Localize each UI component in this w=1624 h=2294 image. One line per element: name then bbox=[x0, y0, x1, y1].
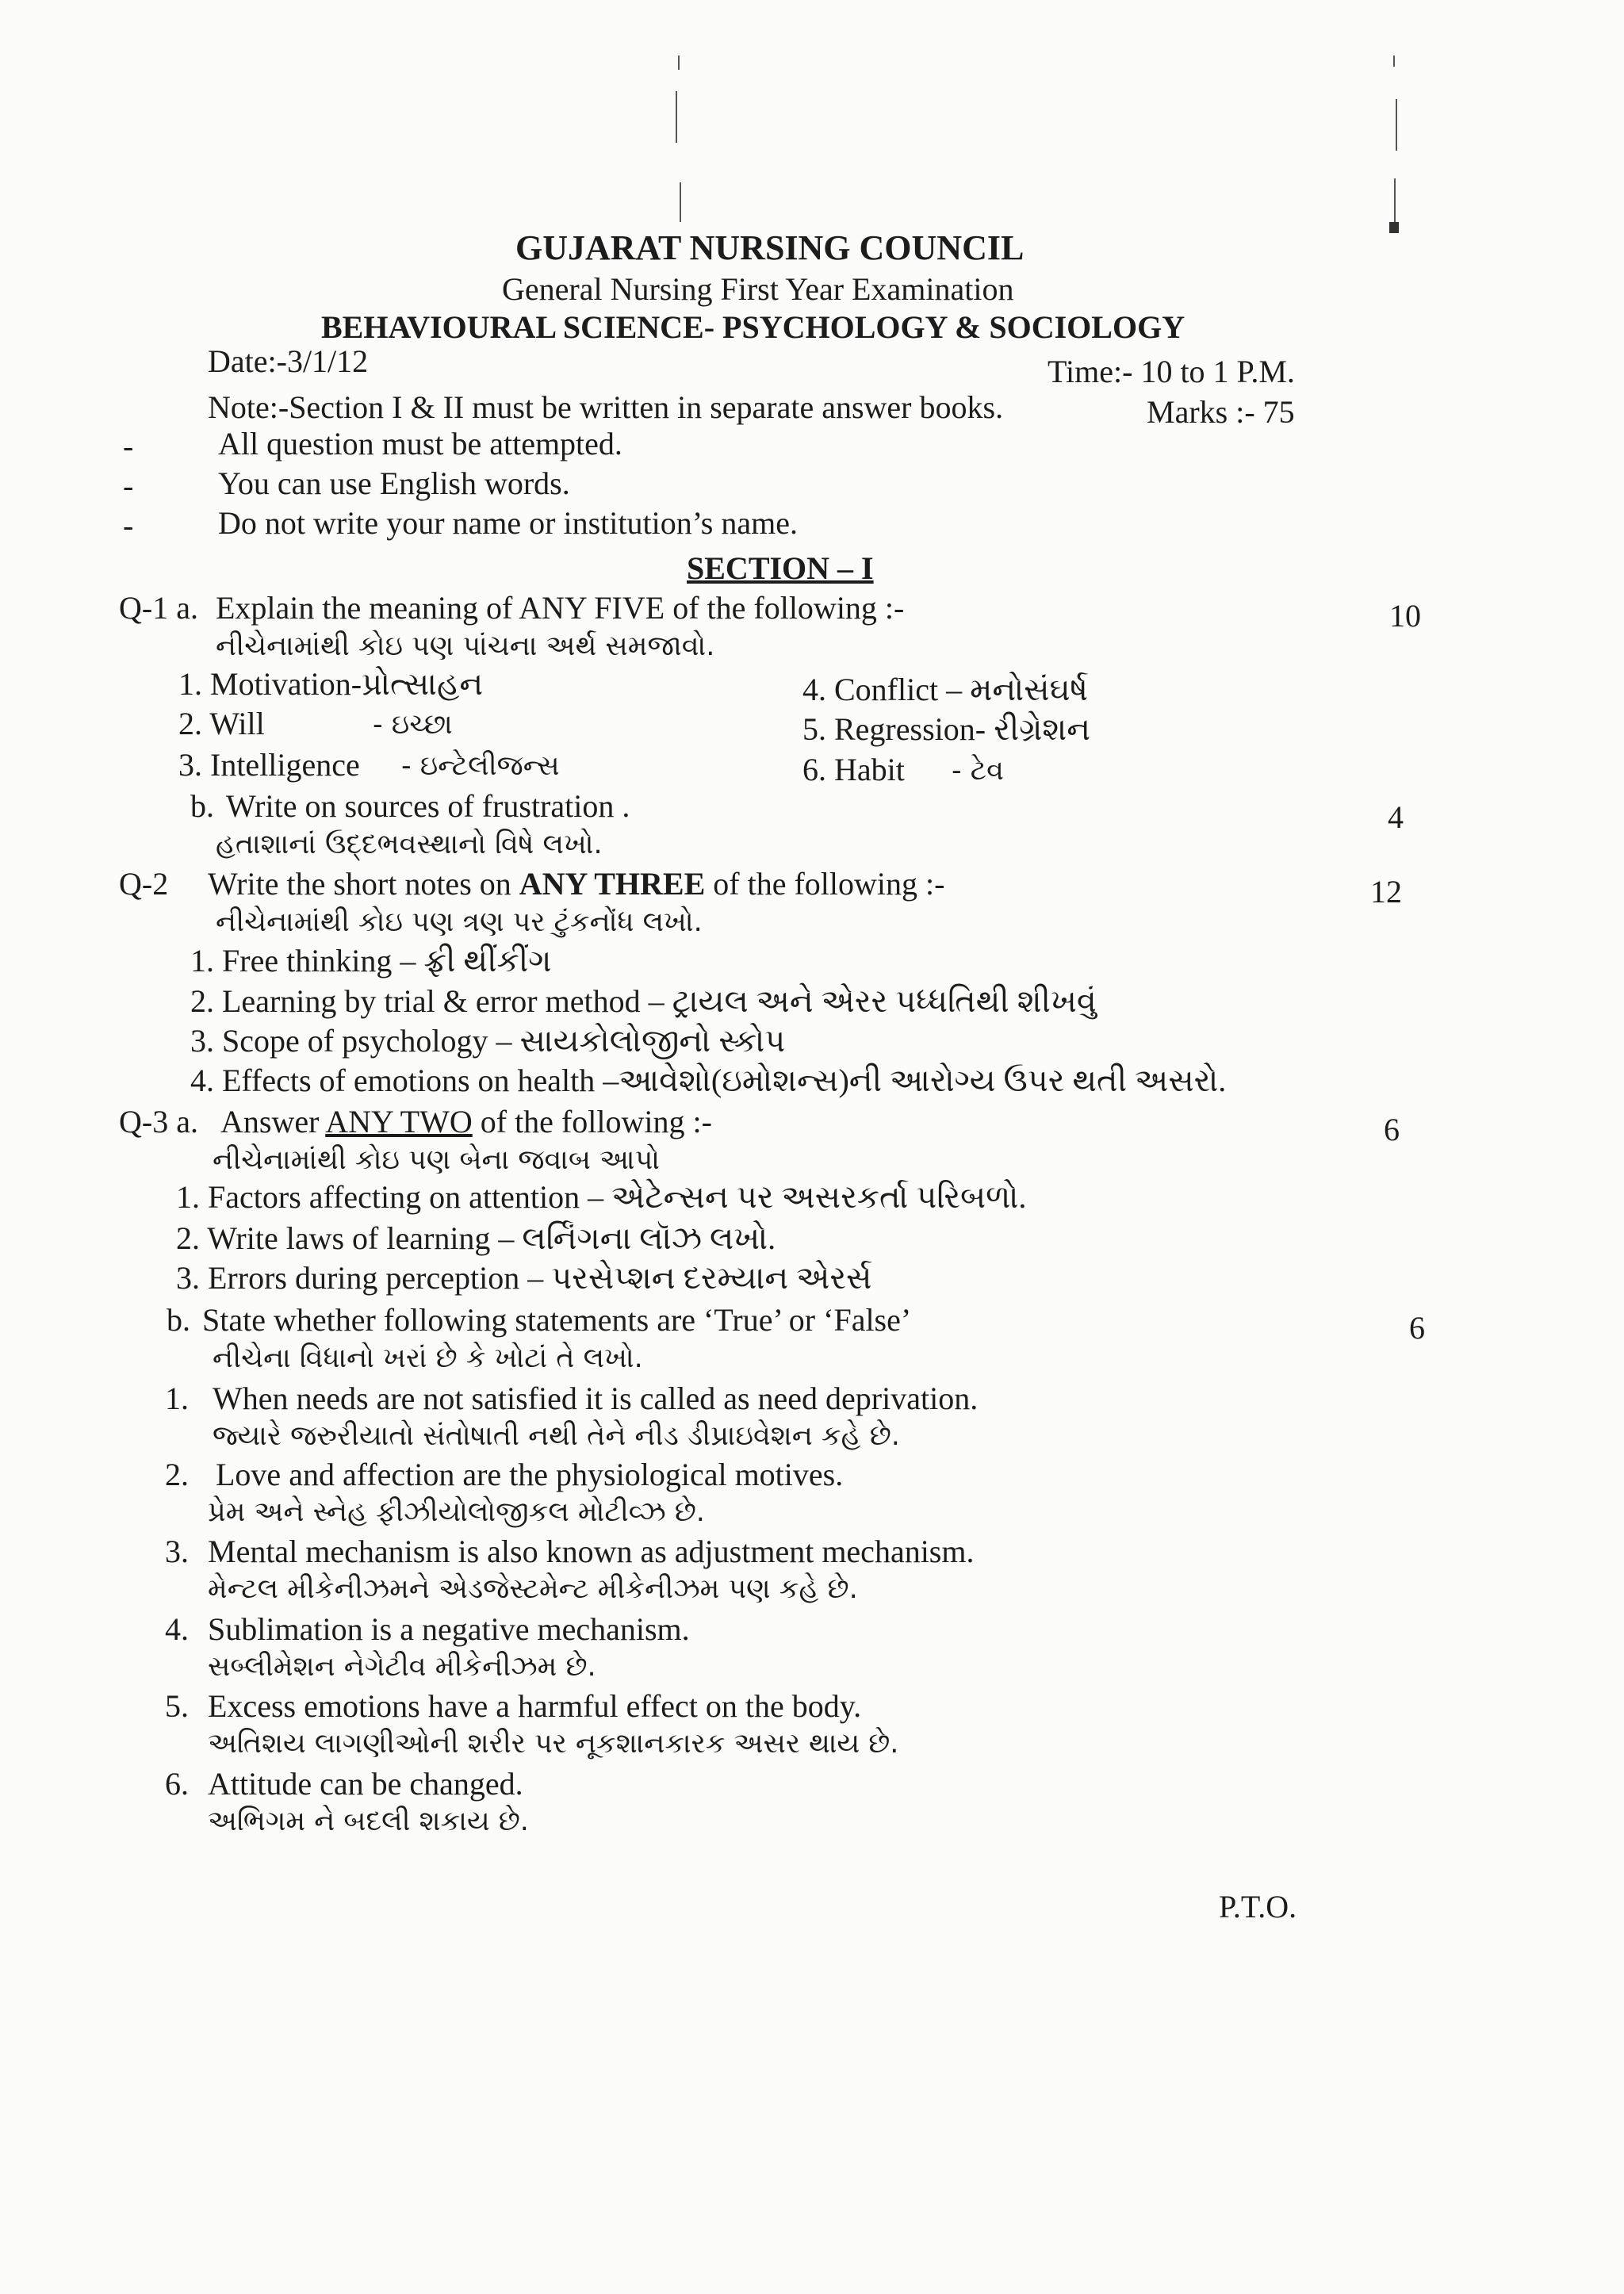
q3-item: 1. Factors affecting on attention – એટેન્સન પર અસરકર્તા પરિબળો. bbox=[176, 1179, 1027, 1215]
instruction-item: You can use English words. bbox=[218, 465, 570, 501]
council-title: GUJARAT NURSING COUNCIL bbox=[515, 228, 1025, 267]
q1-term: 4. Conflict – મનોસંઘર્ષ bbox=[802, 672, 1089, 707]
scan-mark bbox=[1396, 99, 1397, 151]
q2-item: 3. Scope of psychology – સાયકોલોજીનો સ્કોપ bbox=[190, 1023, 786, 1059]
q2-marks: 12 bbox=[1370, 874, 1402, 910]
q2-item: 2. Learning by trial & error method – ટ્રાયલ અને એરર પધ્ધતિથી શીખવું bbox=[190, 983, 1097, 1019]
q3b-label: b. bbox=[167, 1302, 190, 1338]
q1b-label: b. bbox=[190, 788, 214, 824]
q3-question-end: of the following :- bbox=[480, 1104, 712, 1139]
statement-number: 5. bbox=[165, 1688, 189, 1724]
q1-term-gujarati: - ટેવ bbox=[952, 755, 1004, 787]
statement-number: 4. bbox=[165, 1611, 189, 1647]
q1-marks: 10 bbox=[1389, 598, 1421, 634]
q3-item: 2. Write laws of learning – લર્નિંગના લૉઝ લખો. bbox=[176, 1220, 776, 1256]
statement-gujarati: અતિશય લાગણીઓની શરીર પર નૂકશાનકારક અસર થાય છે. bbox=[208, 1728, 899, 1760]
exam-note: Note:-Section I & II must be written in separate answer books. bbox=[208, 389, 1004, 425]
statement-number: 6. bbox=[165, 1766, 189, 1802]
statement-text: Love and affection are the physiological motives. bbox=[216, 1457, 844, 1492]
q2-question-end: of the following :- bbox=[713, 866, 945, 902]
scan-mark bbox=[680, 182, 681, 222]
statement-text: Excess emotions have a harmful effect on the body. bbox=[208, 1688, 862, 1724]
q2-question-gujarati: નીચેનામાંથી કોઇ પણ ત્રણ પર ટુંકનોંધ લખો. bbox=[216, 906, 703, 938]
q3-question-gujarati: નીચેનામાંથી કોઇ પણ બેના જવાબ આપો bbox=[213, 1144, 661, 1176]
q1b-marks: 4 bbox=[1388, 799, 1404, 835]
statement-gujarati: અભિગમ ને બદલી શકાય છે. bbox=[208, 1806, 529, 1837]
statement-text: Mental mechanism is also known as adjustment mechanism. bbox=[208, 1534, 975, 1569]
scan-mark bbox=[678, 56, 680, 70]
q1-question-gujarati: નીચેનામાંથી કોઇ પણ પાંચના અર્થ સમજાવો. bbox=[216, 630, 715, 662]
instruction-bullet: - bbox=[123, 468, 134, 504]
instruction-item: All question must be attempted. bbox=[218, 426, 622, 461]
exam-marks: Marks :- 75 bbox=[1147, 394, 1295, 430]
q2-label: Q-2 bbox=[119, 866, 169, 902]
scan-mark bbox=[676, 91, 677, 143]
statement-number: 1. bbox=[165, 1381, 189, 1416]
statement-gujarati: સબ્લીમેશન નેગેટીવ મીકેનીઝમ છે. bbox=[208, 1651, 596, 1683]
statement-gujarati: પ્રેમ અને સ્નેહ ફીઝીયોલોજીકલ મોટીવ્ઝ છે. bbox=[208, 1496, 705, 1528]
q2-question-start: Write the short notes on bbox=[208, 866, 511, 902]
page-turn-note: P.T.O. bbox=[1219, 1889, 1297, 1924]
q1-term: 2. Will bbox=[178, 706, 265, 741]
statement-number: 3. bbox=[165, 1534, 189, 1569]
q1-label: Q-1 a. bbox=[119, 590, 198, 626]
section-title: SECTION – I bbox=[687, 550, 874, 586]
statement-text: When needs are not satisfied it is called as need deprivation. bbox=[213, 1381, 979, 1416]
q3-marks: 6 bbox=[1384, 1112, 1400, 1147]
q3b-question-gujarati: નીચેના વિધાનો ખરાં છે કે ખોટાં તે લખો. bbox=[213, 1342, 643, 1374]
q2-item: 1. Free thinking – ફ્રી થીંકીંગ bbox=[190, 943, 552, 978]
q1-term: 5. Regression- રીગ્રેશન bbox=[802, 711, 1091, 747]
scan-mark bbox=[1389, 222, 1399, 233]
instruction-bullet: - bbox=[123, 507, 134, 543]
exam-date: Date:-3/1/12 bbox=[208, 343, 369, 379]
statement-text: Sublimation is a negative mechanism. bbox=[208, 1611, 690, 1647]
q3-question-start: Answer bbox=[220, 1104, 320, 1139]
instruction-bullet: - bbox=[123, 428, 134, 464]
exam-title: General Nursing First Year Examination bbox=[502, 271, 1014, 307]
q1b-question: Write on sources of frustration . bbox=[226, 788, 630, 824]
q1-question: Explain the meaning of ANY FIVE of the following :- bbox=[216, 590, 905, 626]
q2-item: 4. Effects of emotions on health –આવેશો(ઇમોશન્સ)ની આરોગ્ય ઉપર થતી અસરો. bbox=[190, 1063, 1227, 1098]
q3b-marks: 6 bbox=[1409, 1310, 1425, 1346]
q1-term: 6. Habit bbox=[802, 752, 905, 787]
statement-text: Attitude can be changed. bbox=[208, 1766, 523, 1802]
q2-question bbox=[208, 868, 944, 900]
q1-term: 3. Intelligence bbox=[178, 747, 360, 783]
q3-label: Q-3 a. bbox=[119, 1104, 198, 1139]
q3b-question: State whether following statements are ‘True’ or ‘False’ bbox=[202, 1302, 912, 1338]
instruction-item: Do not write your name or institution’s name. bbox=[218, 505, 798, 541]
q1b-question-gujarati: હતાશાનાં ઉદ્દભવસ્થાનો વિષે લખો. bbox=[216, 829, 603, 860]
statement-number: 2. bbox=[165, 1457, 189, 1492]
q1-term: 1. Motivation-પ્રોત્સાહન bbox=[178, 666, 484, 702]
q2-emphasis: ANY THREE bbox=[519, 866, 706, 902]
statement-gujarati: જ્યારે જરુરીયાતો સંતોષાતી નથી તેને નીડ ડીપ્રાઇવેશન કહે છે. bbox=[213, 1420, 900, 1452]
subject-title: BEHAVIOURAL SCIENCE- PSYCHOLOGY & SOCIOLOGY bbox=[321, 309, 1185, 345]
scan-mark bbox=[1393, 56, 1395, 67]
q1-term-gujarati: - ઇચ્છા bbox=[373, 709, 453, 741]
statement-gujarati: મેન્ટલ મીકેનીઝમને એડજેસ્ટમેન્ટ મીકેનીઝમ પણ કહે છે. bbox=[208, 1573, 858, 1605]
q3-question bbox=[220, 1106, 712, 1138]
q3-emphasis: ANY TWO bbox=[325, 1104, 473, 1139]
q1-term-gujarati: - ઇન્ટેલીજન્સ bbox=[401, 750, 560, 782]
q3-item: 3. Errors during perception – પરસેપ્શન દરમ્યાન એરર્સ bbox=[176, 1260, 872, 1296]
exam-time: Time:- 10 to 1 P.M. bbox=[1048, 354, 1295, 389]
scan-mark bbox=[1394, 178, 1396, 222]
